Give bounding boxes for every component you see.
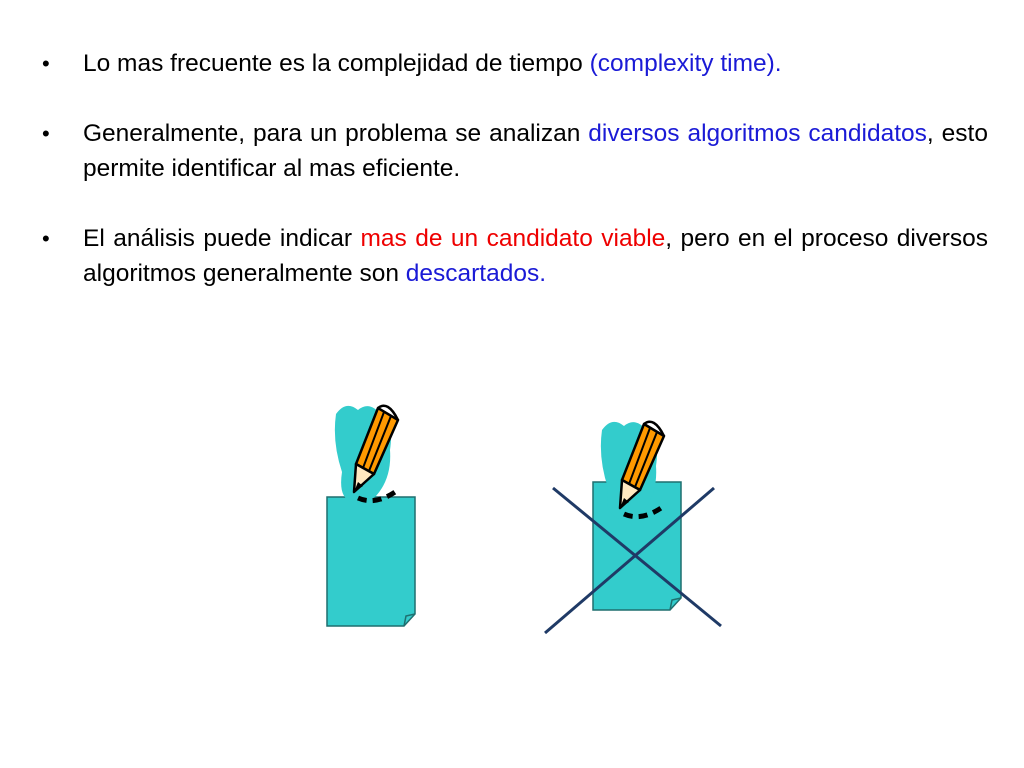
text-segment: Lo mas frecuente es la complejidad de tiempo xyxy=(83,50,590,77)
paper-pencil-icon xyxy=(327,406,415,626)
highlight-segment: diversos algoritmos candidatos xyxy=(588,120,927,147)
highlight-segment: descartados. xyxy=(405,260,547,287)
text-segment: , esto permite identificar al mas eficiente. xyxy=(83,120,988,182)
text-segment: Generalmente, para un problema se analizan xyxy=(83,120,589,147)
pencil-icon xyxy=(335,406,398,503)
text-segment: El análisis puede indicar xyxy=(83,225,361,252)
paper-pencil-icon xyxy=(545,422,721,633)
paper-sheet xyxy=(327,497,415,626)
bullet-marker: • xyxy=(42,51,50,76)
bullet-marker: • xyxy=(42,226,50,251)
highlight-segment: mas de un candidato viable xyxy=(360,225,666,252)
highlight-segment: (complexity time). xyxy=(589,50,782,77)
bullet-marker: • xyxy=(42,121,50,146)
text-segment: , pero en el proceso diversos algoritmos generalmente son xyxy=(83,225,988,287)
